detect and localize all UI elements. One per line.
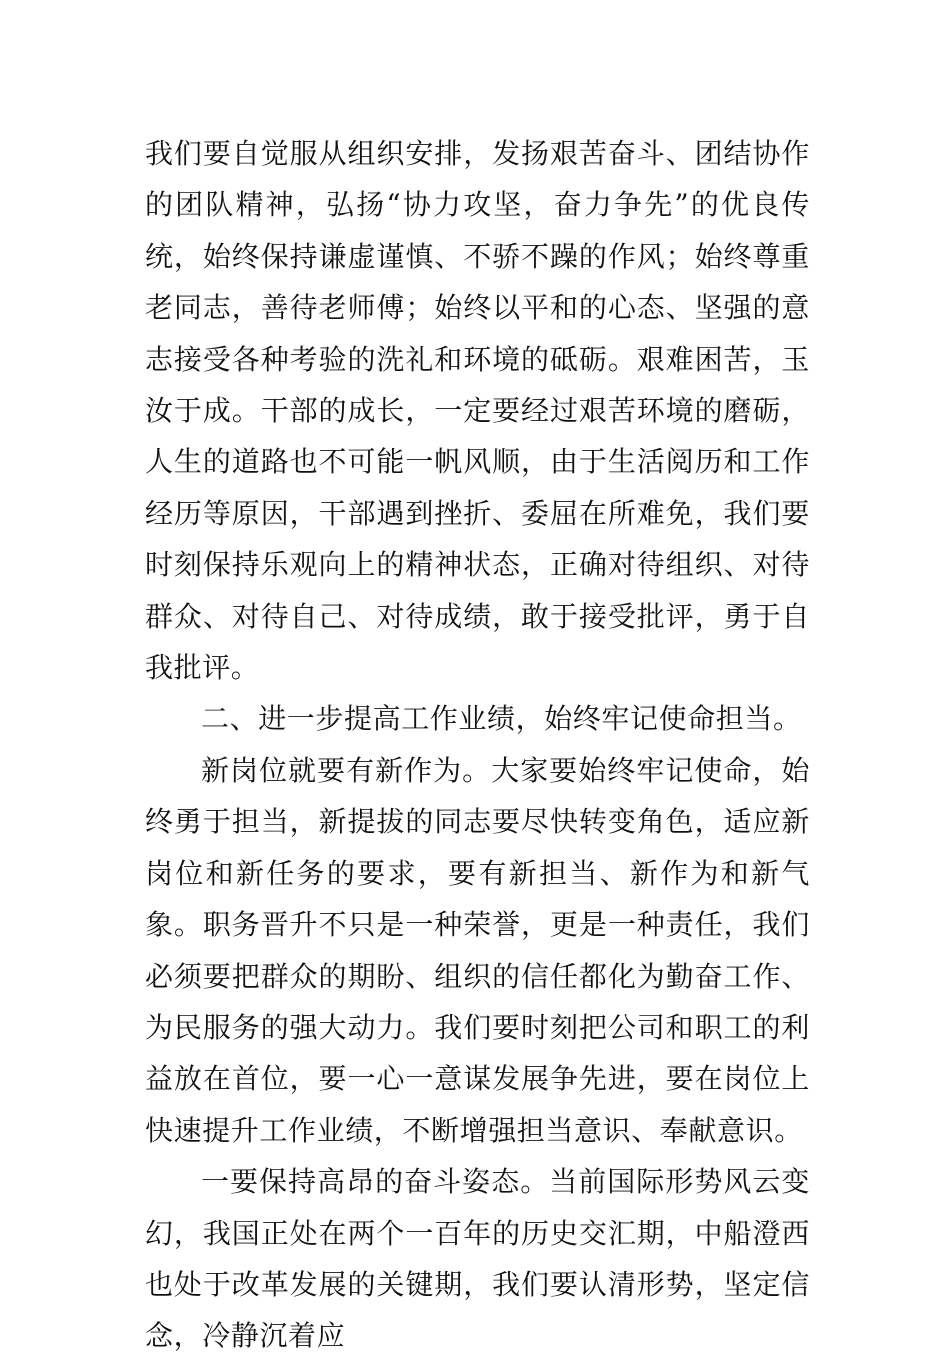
body-paragraph: 一要保持高昂的奋斗姿态。当前国际形势风云变幻，我国正处在两个一百年的历史交汇期，中船澄西也处于改革发展的关键期，我们要认清形势，坚定信念，冷静沉着应 bbox=[145, 1165, 810, 1353]
section-heading: 二、进一步提高工作业绩，始终牢记使命担当。 bbox=[201, 702, 802, 736]
document-page bbox=[145, 128, 810, 1362]
body-paragraph: 新岗位就要有新作为。大家要始终牢记使命，始终勇于担当，新提拔的同志要尽快转变角色，适应新岗位和新任务的要求，要有新担当、新作为和新气象。职务晋升不只是一种荣誉，更是一种责任，我们必须要把群众的期盼、组织的信任都化为勤奋工作、为民服务的强大动力。我们要时刻把公司和职工的利益放在首位，要一心一意谋发展争先进，要在岗位上快速提升工作业绩，不断增强担当意识、奉献意识。 bbox=[145, 753, 810, 1147]
body-paragraph-continued: 我们要自觉服从组织安排，发扬艰苦奋斗、团结协作的团队精神，弘扬“协力攻坚，奋力争先”的优良传统，始终保持谦虚谨慎、不骄不躁的作风；始终尊重老同志，善待老师傅；始终以平和的心态、坚强的意志接受各种考验的洗礼和环境的砥砺。艰难困苦，玉汝于成。干部的成长，一定要经过艰苦环境的磨砺，人生的道路也不可能一帆风顺，由于生活阅历和工作经历等原因，干部遇到挫折、委屈在所难免，我们要时刻保持乐观向上的精神状态，正确对待组织、对待群众、对待自己、对待成绩，敢于接受批评，勇于自我批评。 bbox=[145, 137, 810, 685]
